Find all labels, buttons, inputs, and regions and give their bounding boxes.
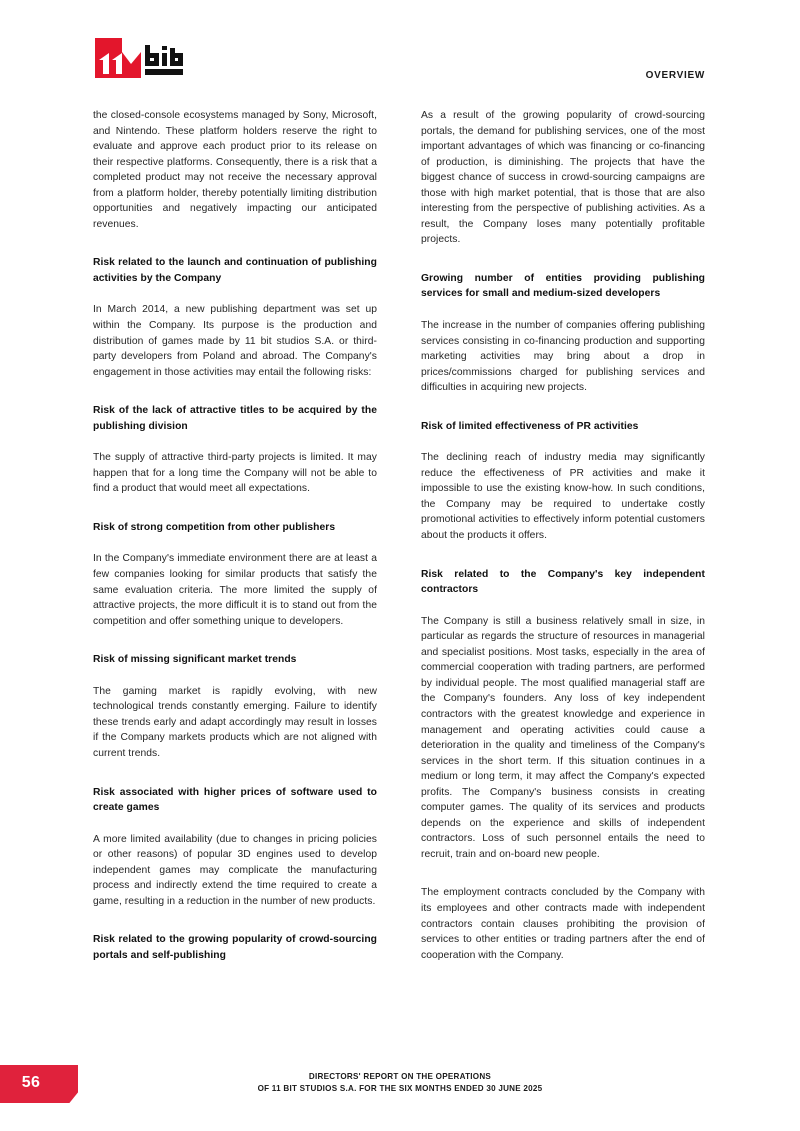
body-paragraph: The declining reach of industry media may significantly reduce the effectiveness of PR activities and make it impossible to use the existing know-how. In such conditions, the Company may be required to undertake costly promotional activities to effectively inform potential customers about the products it offers. [421,452,705,542]
section-heading: Risk of strong competition from other publishers [93,521,336,533]
section-heading: Risk related to the Company's key independent contractors [421,568,705,596]
page-number: 56 [21,1074,41,1091]
body-paragraph: As a result of the growing popularity of crowd-sourcing portals, the demand for publishing services, one of the most important advantages of which was financing or co-financing of production, is diminishing. The projects that have the biggest chance of success in crowd-sourcing campaigns are those with high market potential, that is those that are also interesting from the perspective of publishing activities. As a result, the Company loses many potentially profitable projects. [421,110,705,246]
body-paragraph: The supply of attractive third-party projects is limited. It may happen that for a long time the Company will not be able to find a product that would meet all expectations. [93,452,377,495]
section-label: OVERVIEW [645,70,705,81]
body-paragraph: The Company is still a business relatively small in size, in particular as regards the structure of resources in managerial and specialist positions. Most tasks, especially in the area of commercial cooperation with trading partners, are performed by individual people. The most qualified managerial staff are the Company's founders. Any loss of key independent contractors with the greatest knowledge and experience in management and operating activities could cause a deterioration in the quality and timeliness of the Company's services in the short term. If this situation continues in a medium or long term, it may affect the Company's expected profits. The Company's business consists in creating computer games. The quality of its services and products depends on the experience and skills of independent contractors. Loss of such personnel entails the need to recruit, train and on-board new people. [421,615,705,860]
body-paragraph: the closed-console ecosystems managed by Sony, Microsoft, and Nintendo. These platform holders reserve the right to evaluate and approve each product prior to its release on their respective platforms. Consequently, there is a risk that a completed product may not receive the necessary approval from a platform holder, thereby potentially limiting distribution opportunities and negatively impacting our anticipated revenues. [93,110,377,230]
page-footer [0,1065,800,1131]
body-paragraph: A more limited availability (due to changes in pricing policies or other reasons) of popular 3D engines used to develop independent games may complicate the manufacturing process and indirectly extend the time required to create a game, resulting in a reduction in the number of new products. [93,833,377,907]
section-heading: Risk of limited effectiveness of PR activities [421,420,639,432]
section-heading: Growing number of entities providing publishing services for small and medium-sized developers [421,272,705,300]
section-heading: Risk related to the launch and continuation of publishing activities by the Company [93,257,377,284]
section-heading: Risk of missing significant market trends [93,654,297,666]
right-text-column [421,108,705,963]
footer-line-1: DIRECTORS' REPORT ON THE OPERATIONS [308,1072,492,1081]
footer-line-2: OF 11 BIT STUDIOS S.A. FOR THE SIX MONTHS ENDED 30 JUNE 2025 [257,1084,543,1093]
page-header [0,0,800,100]
body-paragraph: In March 2014, a new publishing department was set up within the Company. Its purpose is the production and distribution of games made by 11 bit studios S.A. or third-party developers from Poland and abroad. The Company's engagement in those activities may entail the following risks: [93,304,377,378]
logo-mark-icon [95,38,141,78]
section-heading: Risk associated with higher prices of software used to create games [93,786,377,814]
section-heading: Risk related to the growing popularity of crowd-sourcing portals and self-publishing [93,934,377,961]
section-heading: Risk of the lack of attractive titles to be acquired by the publishing division [93,405,377,432]
body-paragraph: The increase in the number of companies offering publishing services consisting in co-financing production and supporting marketing activities may bring about a drop in prices/commissions charged for publishing services and difficulties in acquiring new projects. [421,320,705,394]
left-text-column [93,108,377,963]
body-paragraph: The employment contracts concluded by the Company with its employees and other contracts made with independent contractors contain clauses prohibiting the provision of services to other entities or trading partners after the end of cooperation with the Company. [421,887,705,961]
logo-wordmark [145,45,185,77]
body-paragraph: In the Company's immediate environment there are at least a few companies looking for similar products that satisfy the same evaluation criteria. The more limited the supply of attractive projects, the more difficult it is to stand out from the competition and offer something unique to developers. [93,553,377,627]
footer-text [0,1071,800,1095]
company-logo [95,38,183,83]
body-paragraph: The gaming market is rapidly evolving, with new technological trends constantly emerging. Failure to identify these trends early and adapt accordingly may result in losses if the Company markets products which are not aligned with current trends. [93,685,377,759]
